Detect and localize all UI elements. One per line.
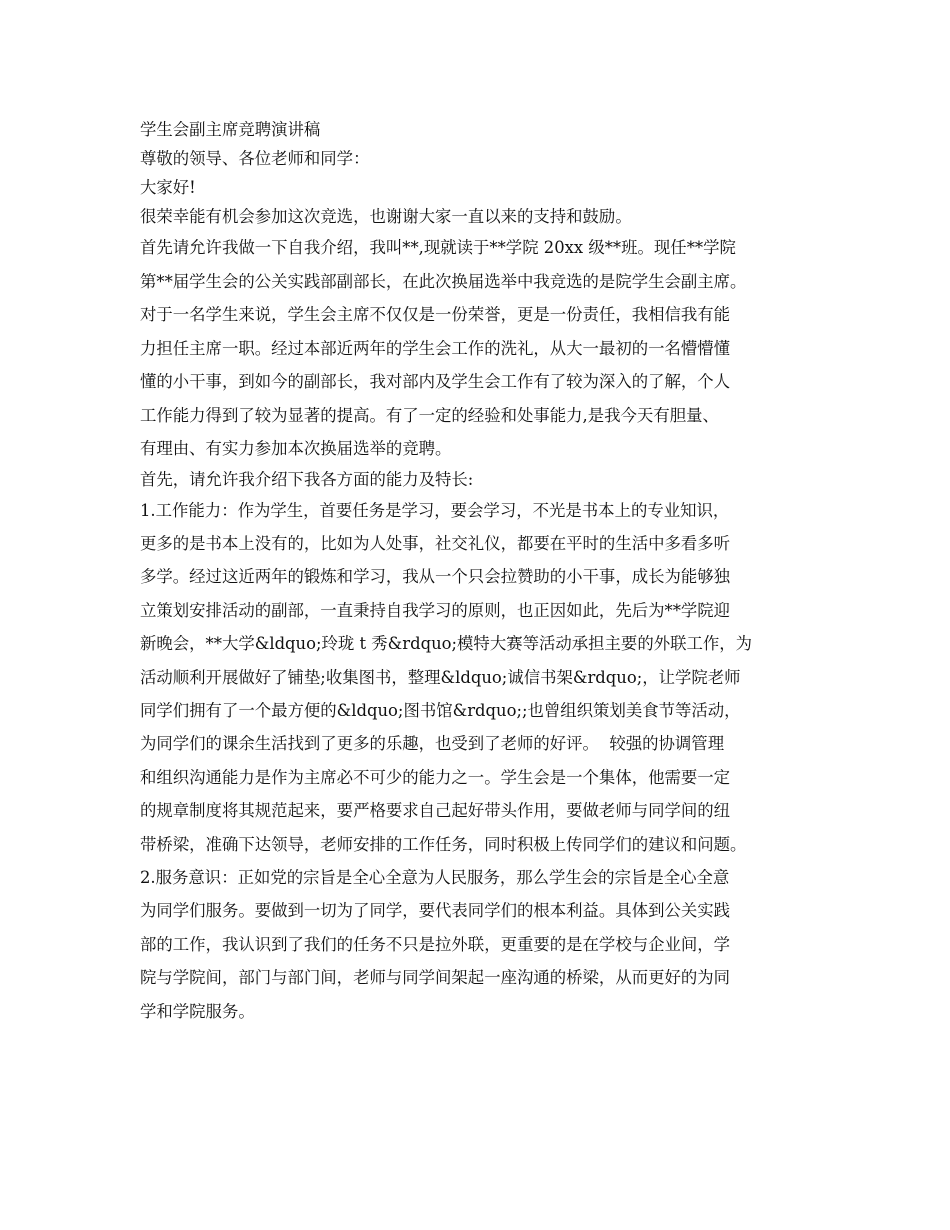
paragraph-line: 力担任主席一职。经过本部近两年的学生会工作的洗礼，从大一最初的一名懵懵懂 bbox=[140, 338, 731, 358]
thanks-paragraph: 很荣幸能有机会参加这次竞选，也谢谢大家一直以来的支持和鼓励。 bbox=[140, 207, 632, 226]
greeting: 大家好! bbox=[140, 178, 196, 197]
paragraph-line: 和组织沟通能力是作为主席必不可少的能力之一。学生会是一个集体，他需要一定 bbox=[140, 767, 731, 787]
paragraph-line: 部的工作，我认识到了我们的任务不只是拉外联，更重要的是在学校与企业间，学 bbox=[140, 934, 731, 954]
abilities-intro: 首先，请允许我介绍下我各方面的能力及特长: bbox=[140, 469, 474, 489]
paragraph-line: 的规章制度将其规范起来，要严格要求自己起好带头作用，要做老师与同学间的纽 bbox=[140, 801, 731, 821]
document-title: 学生会副主席竞聘演讲稿 bbox=[140, 120, 321, 139]
paragraph-line: 立策划安排活动的副部，一直秉持自我学习的原则，也正因如此，先后为**学院迎 bbox=[140, 600, 731, 620]
paragraph-line: 多学。经过这近两年的锻炼和学习，我从一个只会拉赞助的小干事，成长为能够独 bbox=[140, 567, 731, 587]
paragraph-line: 为同学们服务。要做到一切为了同学，要代表同学们的根本利益。具体到公关实践 bbox=[140, 901, 731, 921]
paragraph-line: 懂的小干事，到如今的副部长，我对部内及学生会工作有了较为深入的了解，个人 bbox=[140, 372, 731, 391]
service-awareness-paragraph bbox=[140, 861, 820, 1028]
paragraph-line: 有理由、有实力参加本次换届选举的竞聘。 bbox=[140, 439, 452, 458]
paragraph-line: 新晚会，**大学&ldquo;玲珑 t 秀&rdquo;模特大赛等活动承担主要的外联工作，为 bbox=[140, 634, 753, 654]
work-ability-paragraph bbox=[140, 494, 820, 861]
self-introduction-paragraph bbox=[140, 231, 820, 466]
paragraph-line: 对于一名学生来说，学生会主席不仅仅是一份荣誉，更是一份责任，我相信我有能 bbox=[140, 305, 731, 324]
salutation: 尊敬的领导、各位老师和同学： bbox=[140, 149, 370, 168]
paragraph-line: 学和学院服务。 bbox=[140, 1001, 255, 1021]
paragraph-line: 活动顺利开展做好了铺垫;收集图书，整理&ldquo;诚信书架&rdquo;，让学院老师 bbox=[140, 667, 741, 687]
paragraph-line: 带桥梁，准确下达领导，老师安排的工作任务，同时积极上传同学们的建议和问题。 bbox=[140, 834, 747, 854]
paragraph-line: 首先请允许我做一下自我介绍，我叫**,现就读于**学院 20xx 级**班。现任**学院 bbox=[140, 238, 736, 257]
paragraph-line: 院与学院间，部门与部门间，老师与同学间架起一座沟通的桥梁，从而更好的为同 bbox=[140, 968, 731, 988]
paragraph-line: 1.工作能力：作为学生，首要任务是学习，要会学习，不光是书本上的专业知识， bbox=[140, 500, 730, 520]
document-body bbox=[140, 115, 820, 1028]
paragraph-line: 同学们拥有了一个最方便的&ldquo;图书馆&rdquo;;也曾组织策划美食节等活动， bbox=[140, 700, 741, 720]
paragraph-line: 第**届学生会的公关实践部副部长，在此次换届选举中我竞选的是院学生会副主席。 bbox=[140, 271, 747, 291]
paragraph-line: 更多的是书本上没有的，比如为人处事，社交礼仪，都要在平时的生活中多看多听 bbox=[140, 533, 731, 553]
paragraph-line: 2.服务意识：正如党的宗旨是全心全意为人民服务，那么学生会的宗旨是全心全意 bbox=[140, 867, 730, 887]
paragraph-line: 为同学们的课余生活找到了更多的乐趣，也受到了老师的好评。 较强的协调管理 bbox=[140, 734, 725, 754]
paragraph-line: 工作能力得到了较为显著的提高。有了一定的经验和处事能力,是我今天有胆量、 bbox=[140, 405, 719, 425]
